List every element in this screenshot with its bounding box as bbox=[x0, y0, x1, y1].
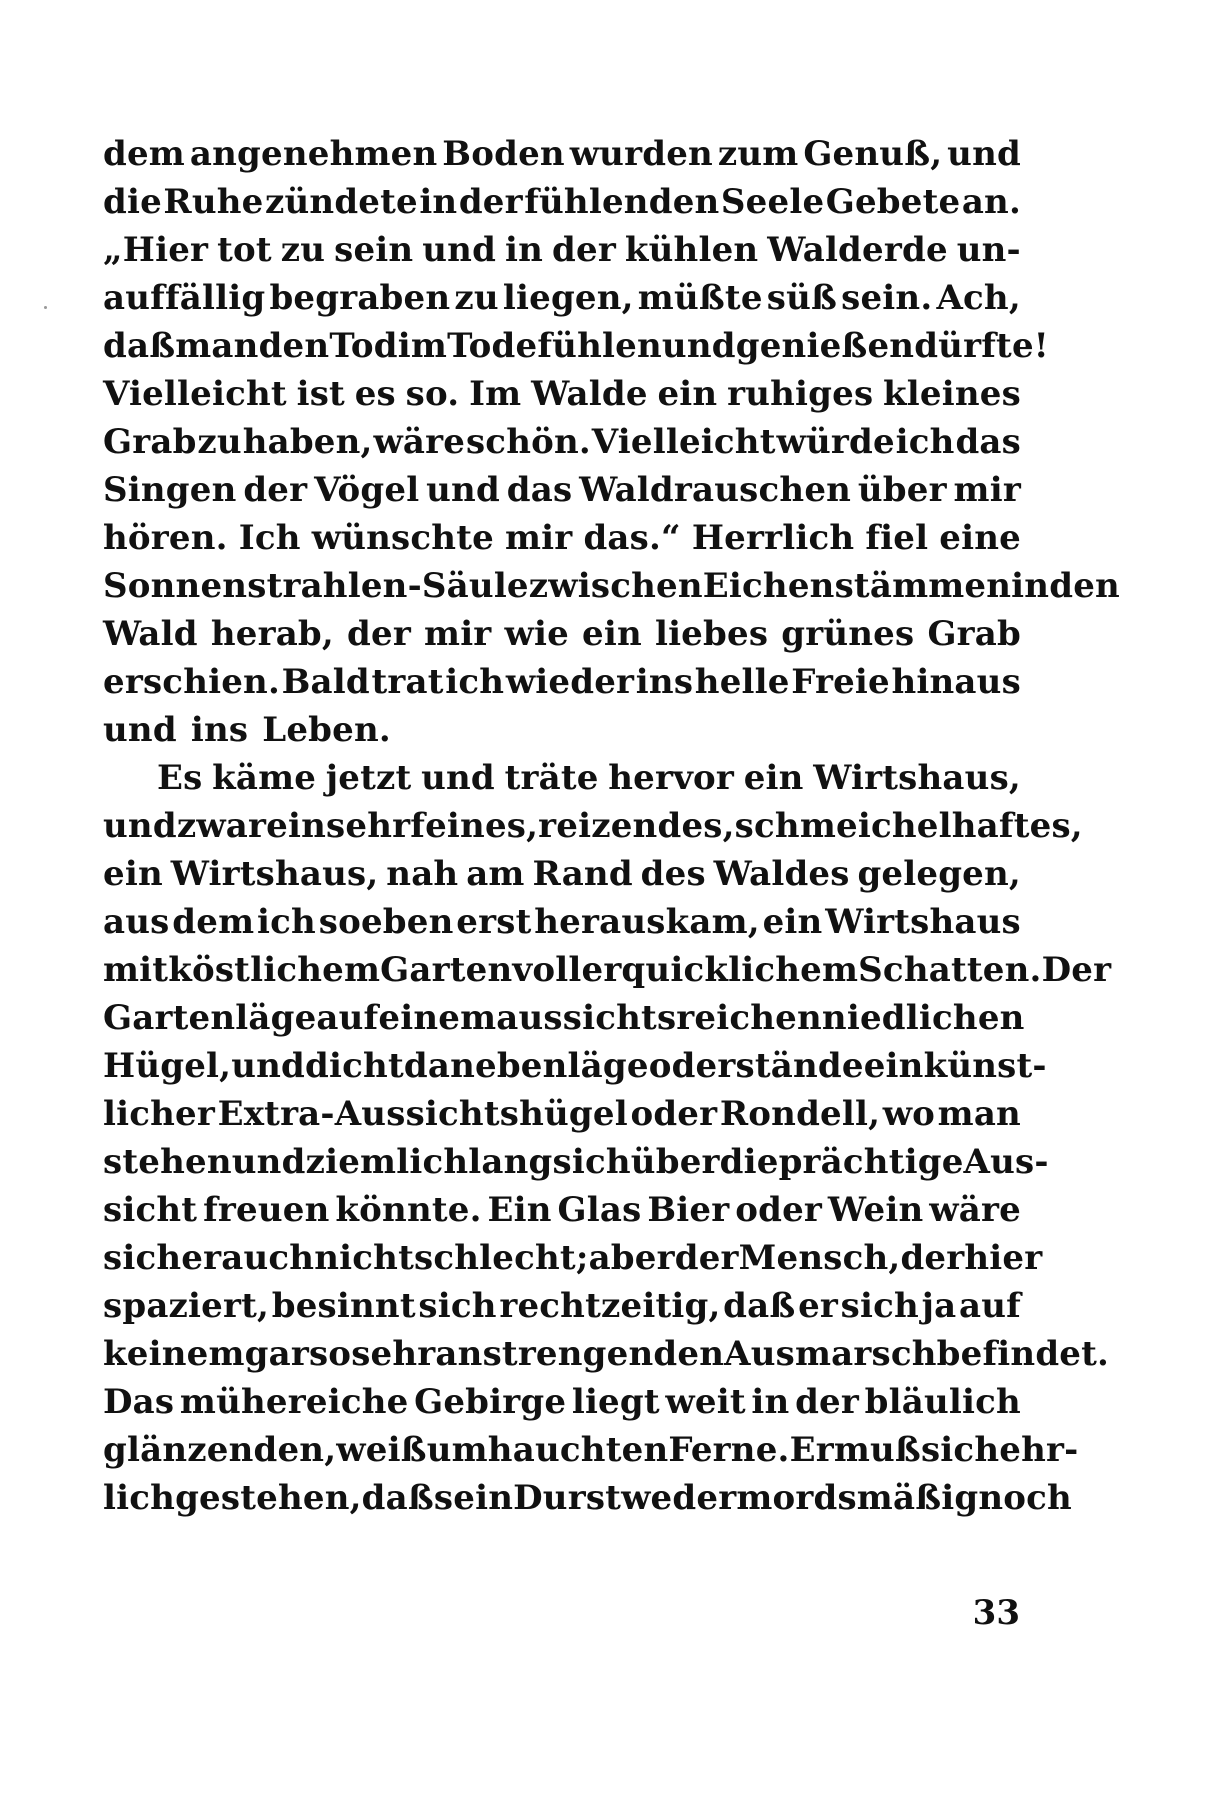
word: kühlen bbox=[624, 230, 759, 270]
word: Wirtshaus, bbox=[813, 758, 1021, 798]
word: den bbox=[258, 326, 330, 366]
word: gelegen, bbox=[857, 854, 1021, 894]
word: der bbox=[552, 230, 616, 270]
word: müßte bbox=[637, 278, 763, 318]
word: Es bbox=[157, 758, 203, 798]
text-line bbox=[103, 1234, 1043, 1282]
text-line bbox=[103, 466, 1021, 514]
word: nicht bbox=[314, 1238, 414, 1278]
word: Vielleicht bbox=[591, 422, 776, 462]
word: über bbox=[857, 470, 947, 510]
word: sein bbox=[433, 1478, 514, 1518]
word: hinaus bbox=[891, 662, 1021, 702]
word: ein bbox=[863, 1046, 924, 1086]
text-line bbox=[103, 1330, 1110, 1378]
text-line bbox=[103, 178, 1021, 226]
word: einem bbox=[378, 998, 497, 1038]
word: Ich bbox=[238, 518, 301, 558]
word: und bbox=[421, 758, 495, 798]
word: zu bbox=[454, 278, 499, 318]
word: Schatten. bbox=[858, 950, 1042, 990]
word: im bbox=[397, 326, 448, 366]
word: sich bbox=[840, 1286, 919, 1326]
word: Tode bbox=[447, 326, 538, 366]
word: mit bbox=[103, 950, 169, 990]
text-line bbox=[103, 754, 1021, 802]
word: Er bbox=[789, 1430, 834, 1470]
word: licher bbox=[103, 1094, 215, 1134]
word: Freie bbox=[791, 662, 890, 702]
word: und bbox=[426, 470, 500, 510]
word: un- bbox=[956, 230, 1021, 270]
word: anstrengenden bbox=[435, 1334, 725, 1374]
word: befindet. bbox=[936, 1334, 1110, 1374]
word: Ein bbox=[487, 1190, 552, 1230]
word: Bier bbox=[647, 1190, 730, 1230]
word: liegen, bbox=[502, 278, 634, 318]
word: genießen bbox=[735, 326, 915, 366]
word: Waldrauschen bbox=[579, 470, 852, 510]
word: freuen bbox=[203, 1190, 330, 1230]
word: Sonnenstrahlen-Säule bbox=[103, 566, 529, 606]
word: daß bbox=[103, 326, 176, 366]
word: Walderde bbox=[767, 230, 948, 270]
word: Ausmarsch bbox=[724, 1334, 937, 1374]
word: zündete bbox=[264, 182, 418, 222]
word: reizendes, bbox=[538, 806, 735, 846]
word: dicht bbox=[305, 1046, 404, 1086]
word: ruhiges bbox=[727, 374, 874, 414]
word: auf bbox=[959, 1286, 1021, 1326]
text-line bbox=[103, 1138, 1049, 1186]
word: würde bbox=[776, 422, 895, 462]
word: zum bbox=[717, 134, 799, 174]
word: dem bbox=[103, 134, 185, 174]
word: Eichenstämmen bbox=[702, 566, 1012, 606]
text-line bbox=[103, 370, 1021, 418]
word: auffällig bbox=[103, 278, 266, 318]
word: und bbox=[661, 326, 736, 366]
word: auch bbox=[221, 1238, 315, 1278]
word: oder bbox=[648, 1046, 736, 1086]
word: träte bbox=[504, 758, 599, 798]
word: Boden bbox=[442, 134, 565, 174]
word: Wirtshaus bbox=[825, 902, 1021, 942]
word: soeben bbox=[318, 902, 454, 942]
word: spaziert, bbox=[103, 1286, 270, 1326]
word: die bbox=[103, 182, 162, 222]
word: fühlen bbox=[537, 326, 662, 366]
word: Aus- bbox=[963, 1142, 1049, 1182]
word: mordsmäßig bbox=[736, 1478, 979, 1518]
word: läge bbox=[567, 1046, 649, 1086]
word: das.“ bbox=[583, 518, 681, 558]
word: den bbox=[1049, 566, 1120, 606]
body-text bbox=[103, 130, 1120, 1522]
text-line bbox=[103, 1426, 1079, 1474]
word: der bbox=[347, 614, 411, 654]
word: wieder bbox=[505, 662, 635, 702]
word: Grab bbox=[927, 614, 1021, 654]
word: und bbox=[231, 1142, 306, 1182]
word: in bbox=[1011, 566, 1050, 606]
word: ist bbox=[296, 374, 345, 414]
word: sehr bbox=[326, 806, 411, 846]
word: angenehmen bbox=[189, 134, 438, 174]
word: über bbox=[630, 1142, 720, 1182]
text-line bbox=[103, 658, 1021, 706]
word: helle bbox=[694, 662, 790, 702]
word: Ach, bbox=[936, 278, 1021, 318]
word: so. bbox=[405, 374, 460, 414]
word: dem bbox=[172, 902, 255, 942]
word: ja bbox=[921, 1286, 957, 1326]
word: sehr bbox=[351, 1334, 436, 1374]
text-line bbox=[103, 322, 1049, 370]
word: Wald bbox=[103, 614, 198, 654]
word: Hügel, bbox=[103, 1046, 232, 1086]
word: weit bbox=[665, 1382, 746, 1422]
text-line bbox=[103, 946, 1112, 994]
word: noch bbox=[978, 1478, 1072, 1518]
word: Rondell, bbox=[719, 1094, 881, 1134]
word: herauskam, bbox=[534, 902, 760, 942]
word: und bbox=[422, 230, 497, 270]
word: Gebirge bbox=[414, 1382, 567, 1422]
word: liegt bbox=[571, 1382, 660, 1422]
word: künst- bbox=[923, 1046, 1047, 1086]
word: Garten bbox=[380, 950, 513, 990]
word: Mensch, bbox=[738, 1238, 901, 1278]
word: stände bbox=[735, 1046, 864, 1086]
word: wäre bbox=[373, 422, 466, 462]
word: ehr- bbox=[999, 1430, 1079, 1470]
text-line bbox=[103, 850, 1021, 898]
word: grünes bbox=[781, 614, 915, 654]
word: mir bbox=[505, 518, 573, 558]
word: lang bbox=[468, 1142, 553, 1182]
word: ins bbox=[190, 710, 249, 750]
word: und bbox=[103, 710, 177, 750]
text-line bbox=[103, 1378, 1021, 1426]
word: begraben bbox=[269, 278, 451, 318]
word: Leben. bbox=[262, 710, 391, 750]
word: weißumhauchten bbox=[336, 1430, 669, 1470]
word: und bbox=[947, 134, 1021, 174]
word: oder bbox=[630, 1094, 718, 1134]
word: gestehen, bbox=[175, 1478, 362, 1518]
word: tot bbox=[217, 230, 272, 270]
text-line bbox=[103, 1090, 1021, 1138]
word: das bbox=[955, 422, 1021, 462]
word: Ferne. bbox=[668, 1430, 790, 1470]
word: daß bbox=[723, 1286, 796, 1326]
word: man bbox=[175, 326, 259, 366]
text-line bbox=[103, 514, 1021, 562]
word: schön. bbox=[465, 422, 591, 462]
word: sein. bbox=[841, 278, 933, 318]
word: jetzt bbox=[325, 758, 412, 798]
word: liebes bbox=[654, 614, 769, 654]
word: nah bbox=[386, 854, 459, 894]
word: dürfte! bbox=[914, 326, 1049, 366]
word: der bbox=[674, 1238, 739, 1278]
text-line bbox=[103, 994, 1025, 1042]
word: das bbox=[506, 470, 573, 510]
word: haben, bbox=[242, 422, 373, 462]
text-line bbox=[103, 274, 1021, 322]
word: Waldes bbox=[713, 854, 850, 894]
word: Extra-Aussichtshügel bbox=[217, 1094, 628, 1134]
word: daneben bbox=[403, 1046, 568, 1086]
word: schmeichelhaftes, bbox=[734, 806, 1083, 846]
word: Walde bbox=[531, 374, 648, 414]
word: ziemlich bbox=[305, 1142, 469, 1182]
word: feines, bbox=[410, 806, 539, 846]
word: ein bbox=[657, 374, 718, 414]
word: wie bbox=[504, 614, 569, 654]
word: aus bbox=[103, 902, 170, 942]
word: in bbox=[751, 1382, 790, 1422]
word: aber bbox=[588, 1238, 675, 1278]
word: sicht bbox=[103, 1190, 198, 1230]
word: hervor bbox=[608, 758, 735, 798]
word: man bbox=[937, 1094, 1021, 1134]
word: hier bbox=[964, 1238, 1043, 1278]
word: auf bbox=[316, 998, 379, 1038]
word: Vögel bbox=[314, 470, 420, 510]
word: mir bbox=[953, 470, 1021, 510]
word: erst bbox=[456, 902, 532, 942]
word: zwar bbox=[176, 806, 267, 846]
word: sich bbox=[920, 1430, 1000, 1470]
word: zu bbox=[280, 230, 326, 270]
word: bläulich bbox=[864, 1382, 1021, 1422]
word: ich bbox=[445, 662, 505, 702]
word: Rand bbox=[532, 854, 633, 894]
word: voll bbox=[512, 950, 582, 990]
word: ein bbox=[743, 758, 804, 798]
text-line bbox=[103, 418, 1021, 466]
word: Singen bbox=[103, 470, 237, 510]
word: fiel bbox=[865, 518, 929, 558]
word: köstlichem bbox=[168, 950, 381, 990]
word: niedlichen bbox=[821, 998, 1025, 1038]
word: eine bbox=[939, 518, 1021, 558]
word: „Hier bbox=[103, 230, 209, 270]
word: ich bbox=[257, 902, 316, 942]
word: keinem bbox=[103, 1334, 245, 1374]
text-line bbox=[103, 226, 1021, 274]
text-line bbox=[103, 130, 1021, 178]
word: prächtige bbox=[778, 1142, 964, 1182]
word: zu bbox=[197, 422, 242, 462]
word: der bbox=[900, 1238, 965, 1278]
word: stehen bbox=[103, 1142, 232, 1182]
word: mühereiche bbox=[179, 1382, 409, 1422]
word: an. bbox=[961, 182, 1021, 222]
word: es bbox=[354, 374, 396, 414]
word: Grab bbox=[103, 422, 197, 462]
page-number: 33 bbox=[972, 1593, 1020, 1633]
text-line bbox=[103, 802, 1083, 850]
word: besinnt bbox=[271, 1286, 416, 1326]
word: der bbox=[458, 182, 523, 222]
word: wurden bbox=[569, 134, 713, 174]
word: sicher bbox=[103, 1238, 222, 1278]
word: so bbox=[308, 1334, 352, 1374]
word: wünschte bbox=[311, 518, 494, 558]
word: des bbox=[640, 854, 706, 894]
word: erquicklichem bbox=[581, 950, 859, 990]
text-line bbox=[103, 1186, 1021, 1234]
text-line bbox=[103, 898, 1021, 946]
word: könnte. bbox=[335, 1190, 482, 1230]
word: rechtzeitig, bbox=[499, 1286, 721, 1326]
word: Gebete bbox=[825, 182, 961, 222]
word: ins bbox=[635, 662, 694, 702]
word: kleines bbox=[883, 374, 1021, 414]
word: Wirtshaus, bbox=[170, 854, 379, 894]
word: er bbox=[798, 1286, 839, 1326]
word: lich bbox=[103, 1478, 176, 1518]
word: Im bbox=[469, 374, 522, 414]
word: und bbox=[103, 806, 177, 846]
word: gar bbox=[244, 1334, 309, 1374]
word: Seele bbox=[720, 182, 825, 222]
word: sich bbox=[418, 1286, 497, 1326]
word: Genuß, bbox=[803, 134, 943, 174]
word: ein bbox=[582, 614, 642, 654]
word: Durst bbox=[513, 1478, 622, 1518]
word: muß bbox=[833, 1430, 921, 1470]
word: ein bbox=[762, 902, 823, 942]
word: und bbox=[231, 1046, 306, 1086]
word: hören. bbox=[103, 518, 228, 558]
word: Glas bbox=[557, 1190, 642, 1230]
word: Vielleicht bbox=[103, 374, 287, 414]
word: sich bbox=[552, 1142, 631, 1182]
word: der bbox=[243, 470, 308, 510]
text-line bbox=[103, 1474, 1072, 1522]
word: in bbox=[505, 230, 544, 270]
word: weder bbox=[621, 1478, 737, 1518]
word: ein bbox=[266, 806, 327, 846]
word: ich bbox=[895, 422, 955, 462]
word: Das bbox=[103, 1382, 175, 1422]
word: glänzenden, bbox=[103, 1430, 337, 1470]
word: Der bbox=[1041, 950, 1112, 990]
word: sein bbox=[334, 230, 414, 270]
word: aussichtsreichen bbox=[496, 998, 822, 1038]
word: ein bbox=[103, 854, 163, 894]
text-line bbox=[103, 1042, 1047, 1090]
word: Wein bbox=[827, 1190, 924, 1230]
word: am bbox=[466, 854, 525, 894]
word: erschien. bbox=[103, 662, 281, 702]
word: schlecht; bbox=[413, 1238, 589, 1278]
word: wo bbox=[882, 1094, 936, 1134]
word: wäre bbox=[929, 1190, 1021, 1230]
word: daß bbox=[361, 1478, 434, 1518]
word: Bald bbox=[281, 662, 370, 702]
page-speck bbox=[44, 306, 47, 309]
word: die bbox=[719, 1142, 779, 1182]
text-line bbox=[103, 1282, 1021, 1330]
word: in bbox=[419, 182, 458, 222]
text-line bbox=[103, 610, 1021, 658]
word: süß bbox=[766, 278, 838, 318]
word: fühlenden bbox=[524, 182, 720, 222]
word: herab, bbox=[210, 614, 334, 654]
word: käme bbox=[212, 758, 317, 798]
word: zwischen bbox=[528, 566, 703, 606]
word: Herrlich bbox=[691, 518, 855, 558]
word: läge bbox=[235, 998, 317, 1038]
word: der bbox=[795, 1382, 859, 1422]
word: trat bbox=[371, 662, 444, 702]
word: Ruhe bbox=[163, 182, 264, 222]
word: oder bbox=[735, 1190, 823, 1230]
text-line bbox=[103, 562, 1120, 610]
word: Tod bbox=[329, 326, 398, 366]
text-line bbox=[103, 706, 1021, 754]
word: Garten bbox=[103, 998, 236, 1038]
word: mir bbox=[424, 614, 492, 654]
